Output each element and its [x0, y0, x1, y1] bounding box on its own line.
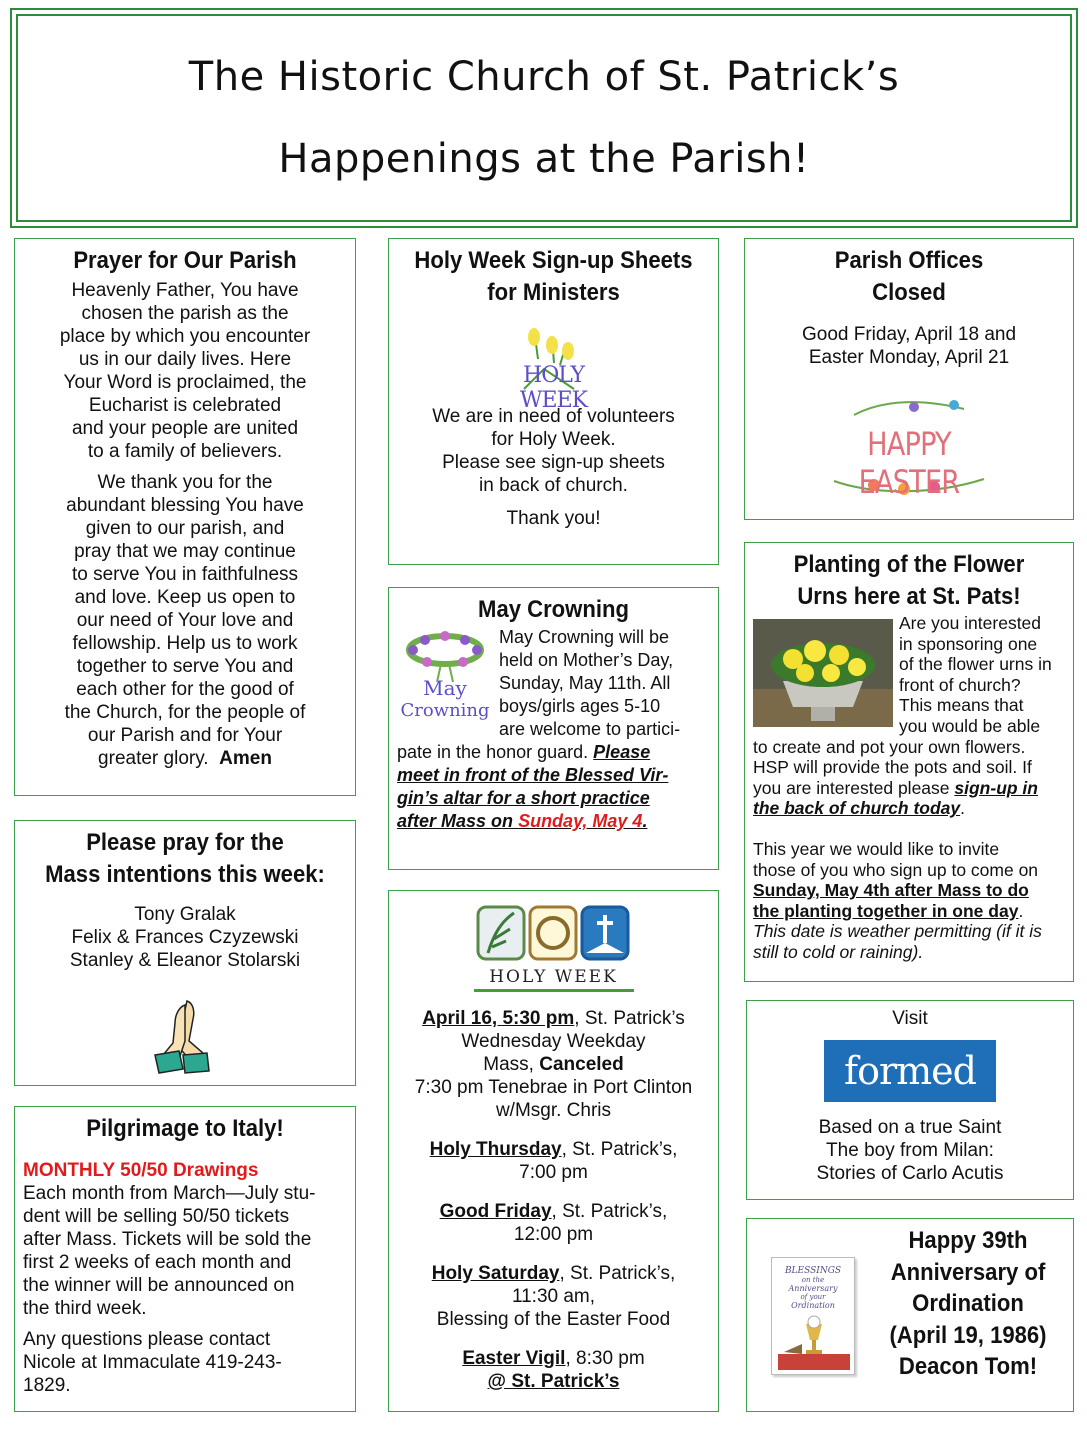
text-line: dent will be selling 50/50 tickets [23, 1206, 290, 1227]
card-text: BLESSINGS [784, 1266, 842, 1276]
newsletter-header [10, 8, 1078, 228]
text-line [753, 901, 1065, 922]
anniv-line: (April 19, 1986) [889, 1321, 1047, 1349]
newsletter-subtitle: Happenings at the Parish! [278, 136, 810, 182]
parish-offices-box [744, 238, 1074, 520]
drawings-subhead: MONTHLY 50/50 Drawings [23, 1160, 259, 1181]
text-line: Please see sign-up sheets [442, 452, 665, 473]
text-line [23, 747, 347, 770]
event-4-note: Blessing of the Easter Food [436, 1309, 671, 1330]
mass-title-line-1: Please pray for the [86, 829, 284, 856]
flower-urn-photo [753, 619, 893, 727]
text-line: Nicole at Immaculate 419-243- [23, 1352, 282, 1373]
event-holy-saturday [397, 1262, 710, 1331]
anniversary-box [746, 1218, 1074, 1412]
text-line: to a family of believers. [87, 441, 283, 462]
text-line [753, 778, 1065, 799]
flower-urn-icon [753, 619, 893, 727]
text-line: fellowship. Help us to work [72, 633, 298, 654]
event-4-place: , St. Patrick’s, [559, 1263, 676, 1284]
holy-week-schedule-box [388, 890, 719, 1412]
anniv-line: Ordination [912, 1290, 1024, 1317]
text-line [397, 1138, 710, 1161]
event-2-place: , St. Patrick’s, [561, 1139, 678, 1160]
text-line: HSP will provide the pots and soil. If [753, 757, 1032, 778]
text-line: our Parish and for Your [87, 725, 283, 746]
text-line: Easter Monday, April 21 [808, 347, 1010, 368]
urns-signup-emphasis: sign-up in [954, 777, 1038, 798]
text-line: for Holy Week. [491, 429, 616, 450]
event-4-time: 11:30 am, [511, 1286, 596, 1307]
event-holy-thursday [397, 1138, 710, 1184]
text-line: Stories of Carlo Acutis [816, 1163, 1004, 1184]
urns-back-of-church: the back of church today [753, 798, 961, 819]
may-crowning-logo [397, 626, 493, 738]
text-line: given to our parish, and [85, 518, 285, 539]
text-line: to create and pot your own flowers. [753, 736, 1026, 757]
card-text: Ordination [791, 1301, 835, 1310]
header-inner-border [16, 14, 1072, 222]
holy-week-logo-text: HOLY WEEK [519, 363, 588, 413]
signup-thanks: Thank you! [506, 508, 601, 529]
text-line: front of church? [899, 674, 1021, 695]
anniv-line: Happy 39th [908, 1227, 1028, 1254]
pilgrimage-box [14, 1106, 356, 1412]
urns-period-2: . [1018, 900, 1024, 921]
text-line: the third week. [23, 1298, 147, 1319]
may-line-6: pate in the honor guard. [397, 742, 589, 762]
signup-box [388, 238, 719, 565]
anniversary-title [873, 1225, 1063, 1383]
urns-planting-together: the planting together in one day [753, 900, 1019, 921]
chalice-icon [772, 1314, 856, 1374]
prayer-box [14, 238, 356, 796]
event-easter-vigil [397, 1347, 710, 1393]
text-line: us in our daily lives. Here [78, 349, 292, 370]
text-line [397, 1200, 710, 1223]
text-line: Are you interested [899, 613, 1042, 633]
urns-period: . [960, 798, 965, 819]
flower-urns-box [744, 542, 1074, 982]
pilgrimage-paragraph-2 [23, 1328, 347, 1397]
text-line: boys/girls ages 5-10 [499, 696, 661, 716]
event-1-mass: Mass, [483, 1054, 540, 1075]
mass-title-line-2: Mass intentions this week: [45, 861, 325, 888]
text-line: Heavenly Father, You have [71, 280, 299, 301]
text-line: 1829. [23, 1375, 71, 1396]
urns-line-9: you are interested please [753, 777, 955, 798]
formed-text [755, 1116, 1065, 1185]
card-text: Anniversary [788, 1284, 838, 1293]
event-1-status: Canceled [539, 1054, 624, 1075]
text-line: place by which you encounter [59, 326, 311, 347]
card-text: on the [801, 1276, 825, 1284]
holy-week-symbols-icon [474, 903, 634, 965]
anniv-line: Deacon Tom! [898, 1353, 1038, 1380]
text-line: Each month from March—July stu- [23, 1183, 316, 1204]
prayer-last-line: greater glory. [98, 748, 209, 769]
event-5-place: @ St. Patrick’s [487, 1371, 620, 1392]
text-line: This means that [899, 695, 1024, 716]
text-line: are welcome to partici- [499, 719, 681, 739]
newsletter-title: The Historic Church of St. Patrick’s [188, 54, 900, 100]
text-line: in back of church. [479, 475, 628, 496]
event-good-friday [397, 1200, 710, 1246]
may-practice-date: Sunday, May 4 [518, 811, 643, 831]
prayer-amen: Amen [219, 748, 272, 769]
signup-title-line-1: Holy Week Sign-up Sheets [414, 247, 693, 274]
text-line: held on Mother’s Day, [499, 650, 674, 670]
event-3-time: 12:00 pm [513, 1224, 594, 1245]
text-line: in sponsoring one [899, 633, 1038, 654]
event-wednesday [397, 1007, 710, 1122]
text-line: our need of Your love and [76, 610, 294, 631]
text-line: pray that we may continue [74, 541, 296, 562]
may-emphasis-4-text: after Mass on [397, 811, 514, 831]
text-line: w/Msgr. Chris [495, 1100, 612, 1121]
text-line: after Mass. Tickets will be sold the [23, 1229, 312, 1250]
event-2-time: 7:00 pm [519, 1162, 588, 1183]
anniv-line: Anniversary of [890, 1258, 1046, 1286]
event-3-place: , St. Patrick’s, [551, 1201, 668, 1222]
text-line: together to serve You and [76, 656, 294, 677]
text-line: to serve You in faithfulness [71, 564, 299, 585]
text-line [397, 1007, 710, 1030]
text-line: each other for the good of [76, 679, 294, 700]
text-line: We are in need of volunteers [432, 406, 675, 427]
text-line: Wednesday Weekday [461, 1031, 646, 1052]
text-line: We thank you for the [97, 472, 273, 493]
mass-names [23, 903, 347, 972]
text-line [397, 1347, 710, 1370]
event-4-day: Holy Saturday [431, 1263, 560, 1284]
holy-week-lily-logo [494, 319, 614, 413]
may-crowning-text-cont [397, 741, 710, 833]
event-1-date: April 16, 5:30 pm [422, 1008, 575, 1029]
formed-logo[interactable]: formed [824, 1040, 996, 1102]
event-2-day: Holy Thursday [429, 1139, 562, 1160]
offices-title-line-1: Parish Offices [834, 247, 984, 274]
text-line: abundant blessing You have [66, 495, 304, 516]
may-emphasis-1: Please [593, 742, 651, 762]
may-crowning-box [388, 587, 719, 870]
praying-hands-icon [149, 997, 219, 1077]
text-line: Your Word is proclaimed, the [63, 372, 307, 393]
text-line: May Crowning will be [499, 627, 670, 647]
text-line [397, 1262, 710, 1285]
text-line: Good Friday, April 18 and [801, 324, 1017, 345]
text-line: first 2 weeks of each month and [23, 1252, 292, 1273]
formed-visit-label: Visit [892, 1008, 928, 1029]
text-line: the Church, for the people of [64, 702, 306, 723]
intention-name: Tony Gralak [134, 904, 236, 925]
happy-easter-graphic [814, 395, 1004, 501]
text-line: This year we would like to invite [753, 838, 1000, 859]
offices-title-line-2: Closed [872, 279, 946, 306]
offices-text [753, 323, 1065, 369]
formed-box [746, 1000, 1074, 1200]
text-line [397, 1053, 710, 1076]
may-emphasis-3: gin’s altar for a short practice [397, 788, 650, 808]
happy-easter-text: HAPPY EASTER [858, 425, 960, 501]
urns-text-cont [753, 737, 1065, 963]
event-1-place: , St. Patrick’s [574, 1008, 685, 1029]
prayer-paragraph-2 [23, 471, 347, 770]
signup-text [397, 405, 710, 497]
urns-planting-date: Sunday, May 4th after Mass to do [753, 880, 1029, 901]
anniversary-card [771, 1257, 855, 1375]
urns-weather-note-2: still to cold or raining). [753, 941, 924, 962]
holy-week-logo [474, 903, 634, 993]
text-line: chosen the parish as the [81, 303, 289, 324]
text-line: Sunday, May 11th. All [499, 673, 671, 693]
text-line: Based on a true Saint [818, 1117, 1002, 1138]
text-line: of the flower urns in [899, 654, 1052, 675]
text-line: and love. Keep us open to [74, 587, 296, 608]
urns-weather-note: This date is weather permitting (if it is [753, 921, 1042, 942]
card-text: of your [800, 1293, 826, 1301]
text-line: 7:30 pm Tenebrae in Port Clinton [414, 1077, 693, 1098]
text-line: you would be able [899, 715, 1041, 736]
may-emphasis-4 [397, 810, 710, 833]
text-line [753, 798, 1065, 819]
signup-title-line-2: for Ministers [487, 279, 620, 306]
text-line: The boy from Milan: [826, 1140, 994, 1161]
prayer-title: Prayer for Our Parish [73, 247, 297, 274]
pilgrimage-paragraph-1 [23, 1182, 347, 1320]
may-crowning-title: May Crowning [478, 596, 629, 623]
urns-title-line-1: Planting of the Flower [793, 551, 1025, 578]
may-logo-text-2: Crowning [400, 700, 490, 721]
intention-name: Stanley & Eleanor Stolarski [69, 950, 301, 971]
text-line [397, 741, 710, 764]
pilgrimage-title: Pilgrimage to Italy! [86, 1115, 284, 1142]
may-logo-text-1: May [423, 676, 467, 700]
text-line: those of you who sign up to come on [753, 859, 1039, 880]
event-3-day: Good Friday [439, 1201, 552, 1222]
intention-name: Felix & Frances Czyzewski [71, 927, 299, 948]
may-emphasis-2: meet in front of the Blessed Vir- [397, 765, 669, 785]
holy-week-logo-text: HOLY WEEK [474, 967, 634, 992]
text-line: Any questions please contact [23, 1329, 271, 1350]
text-line: the winner will be announced on [23, 1275, 295, 1296]
event-5-time: , 8:30 pm [565, 1348, 645, 1369]
prayer-paragraph-1 [23, 279, 347, 463]
text-line: Eucharist is celebrated [88, 395, 282, 416]
text-line: and your people are united [71, 418, 299, 439]
mass-intentions-box [14, 820, 356, 1086]
event-5-day: Easter Vigil [462, 1348, 566, 1369]
urns-title-line-2: Urns here at St. Pats! [797, 583, 1021, 610]
may-emphasis-end: . [642, 811, 648, 831]
